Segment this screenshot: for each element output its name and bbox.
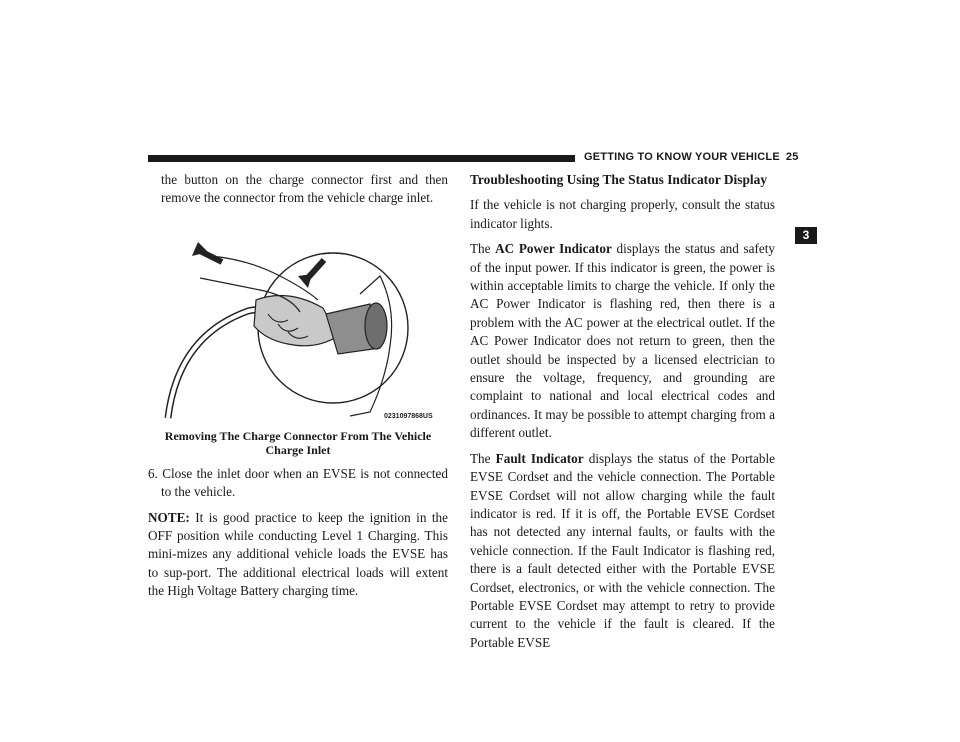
page-number: 25	[785, 151, 799, 163]
header-rule	[148, 155, 575, 162]
note-paragraph	[148, 509, 448, 601]
note-label: NOTE:	[148, 509, 190, 525]
running-header	[584, 151, 799, 163]
fault-indicator-paragraph	[470, 450, 775, 652]
ac-power-prefix: The	[470, 241, 496, 257]
ac-power-text: displays the status and safety of the input power. If this indicator is green, the power is within acceptable limits to charge the vehicle. If only the AC Power Indicator is flashing red, then there is a problem with the AC power at the electrical outlet. If the AC Power Indicator does not return to green, then the outlet should be inspected by a licensed electrician to ensure the voltage, frequency, and grounding are complaint to national and local electrical codes and ordinances. It may be possible to attempt charging from a different outlet.	[470, 241, 775, 441]
section-title: GETTING TO KNOW YOUR VEHICLE	[584, 151, 780, 163]
charge-connector-illustration	[148, 216, 448, 426]
right-column	[470, 171, 775, 652]
step-6: 6. Close the inlet door when an EVSE is not connected to the vehicle.	[148, 465, 448, 500]
note-text: It is good practice to keep the ignition in the OFF position while conducting Level 1 Charging. This mini-mizes any additional vehicle loads the EVSE has to sup-port. The additional electrical loads will extent the High Voltage Battery charging time.	[148, 509, 448, 599]
figure-code: 0231097868US	[384, 412, 433, 420]
ac-power-term: AC Power Indicator	[495, 241, 612, 257]
section-heading: Troubleshooting Using The Status Indicator Display	[470, 172, 768, 187]
ac-power-paragraph	[470, 240, 775, 442]
figure-caption	[148, 429, 448, 457]
chapter-tab: 3	[795, 227, 817, 244]
connector-removal-drawing	[148, 216, 448, 426]
left-column	[148, 171, 448, 601]
intro-paragraph: If the vehicle is not charging properly, consult the status indicator lights.	[470, 197, 775, 231]
caption-line-2: Charge Inlet	[265, 442, 331, 457]
fault-text: displays the status of the Portable EVSE Cordset and the vehicle connection. The Portable EVSE Cordset will not allow charging while the fault indicator is red. If it is off, the Portable EVSE Cordset has not detected any internal faults, or faults with the vehicle connection. If the Fault Indicator is flashing red, there is a fault detected either with the Portable EVSE Cordset, electronics, or with the vehicle connection. The Portable EVSE Cordset may attempt to retry to provide current to the vehicle if the fault is cleared. If the Portable EVSE	[470, 450, 775, 650]
fault-prefix: The	[470, 450, 496, 466]
continuation-paragraph: the button on the charge connector first and then remove the connector from the vehicle charge inlet.	[161, 172, 448, 206]
caption-line-1: Removing The Charge Connector From The Vehicle	[164, 428, 432, 443]
fault-term: Fault Indicator	[495, 450, 584, 466]
